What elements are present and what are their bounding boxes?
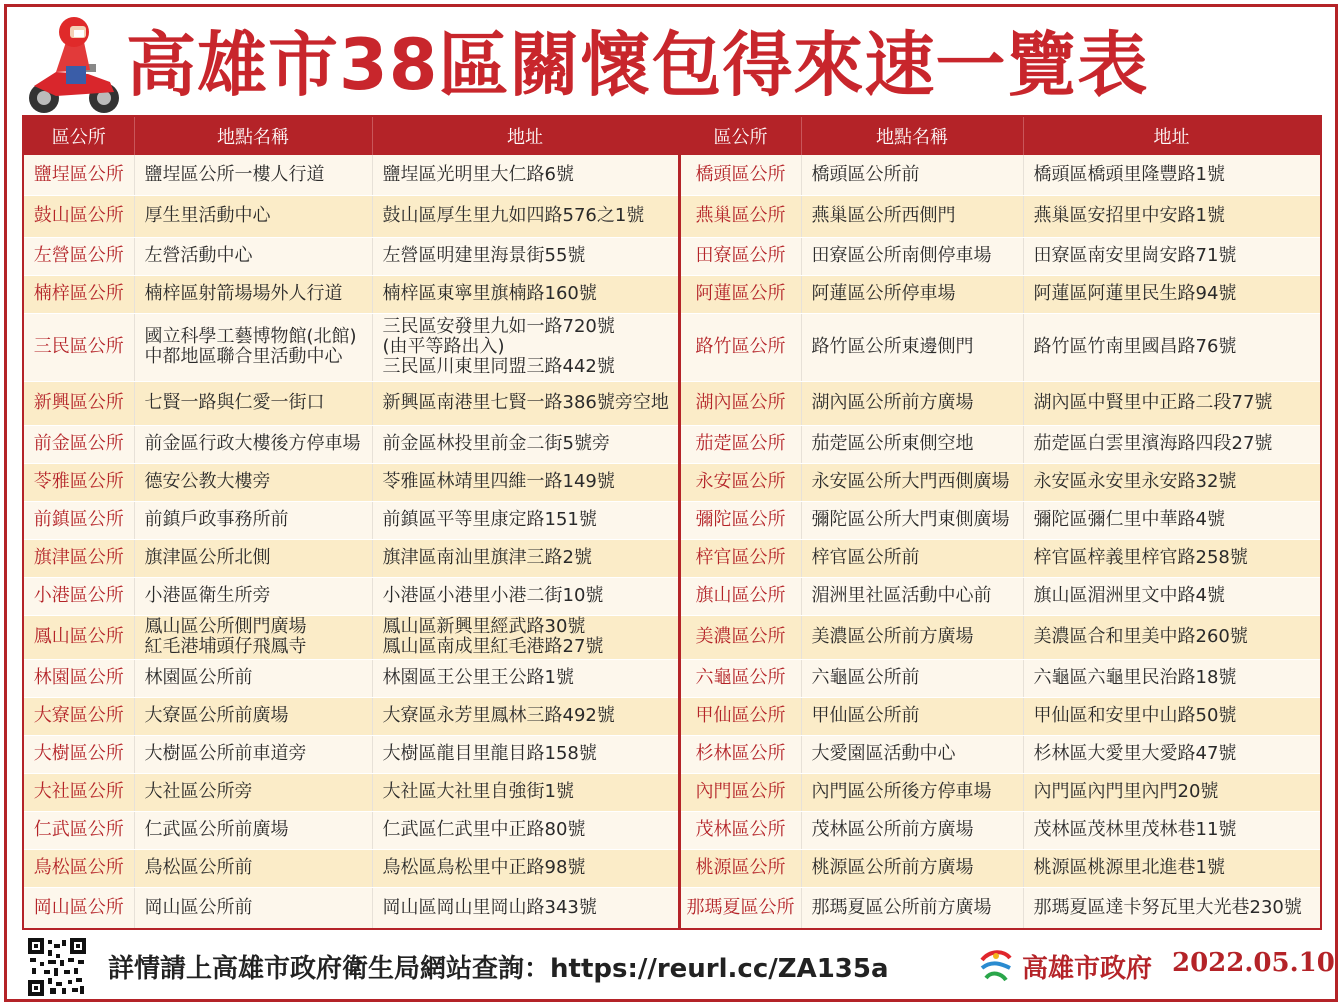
table-row (24, 735, 1320, 773)
right-office-cell: 旗山區公所 (679, 577, 801, 615)
right-office-cell: 茄萣區公所 (679, 425, 801, 463)
left-address-cell: 鹽埕區光明里大仁路6號 (372, 155, 679, 195)
header-address: 地址 (372, 117, 679, 155)
left-place-cell: 大社區公所旁 (134, 773, 372, 811)
left-place-cell: 左營活動中心 (134, 237, 372, 275)
right-address-cell: 路竹區竹南里國昌路76號 (1023, 313, 1320, 381)
right-office-cell: 甲仙區公所 (679, 697, 801, 735)
left-place-cell: 國立科學工藝博物館(北館) 中都地區聯合里活動中心 (134, 313, 372, 381)
left-address-cell: 三民區安發里九如一路720號 (由平等路出入) 三民區川東里同盟三路442號 (372, 313, 679, 381)
right-office-cell: 茂林區公所 (679, 811, 801, 849)
right-place-cell: 燕巢區公所西側門 (801, 195, 1023, 237)
header-place: 地點名稱 (801, 117, 1023, 155)
left-address-cell: 林園區王公里王公路1號 (372, 659, 679, 697)
left-office-cell: 岡山區公所 (24, 887, 134, 929)
left-office-cell: 大社區公所 (24, 773, 134, 811)
left-address-cell: 仁武區仁武里中正路80號 (372, 811, 679, 849)
left-address-cell: 鳳山區新興里經武路30號 鳳山區南成里紅毛港路27號 (372, 615, 679, 659)
left-office-cell: 仁武區公所 (24, 811, 134, 849)
right-place-cell: 永安區公所大門西側廣場 (801, 463, 1023, 501)
header-office: 區公所 (679, 117, 801, 155)
page-title: 高雄市38區關懷包得來速一覽表 (126, 24, 1149, 106)
left-place-cell: 厚生里活動中心 (134, 195, 372, 237)
motorcycle-delivery-rider-icon (26, 12, 122, 120)
left-place-cell: 大樹區公所前車道旁 (134, 735, 372, 773)
right-address-cell: 旗山區湄洲里文中路4號 (1023, 577, 1320, 615)
left-office-cell: 旗津區公所 (24, 539, 134, 577)
left-place-cell: 大寮區公所前廣場 (134, 697, 372, 735)
left-address-cell: 小港區小港里小港二街10號 (372, 577, 679, 615)
org-name: 高雄市政府 (1022, 954, 1153, 984)
footer (0, 934, 1338, 1000)
right-place-cell: 六龜區公所前 (801, 659, 1023, 697)
left-address-cell: 前金區林投里前金二街5號旁 (372, 425, 679, 463)
right-place-cell: 阿蓮區公所停車場 (801, 275, 1023, 313)
table-row (24, 425, 1320, 463)
right-office-cell: 路竹區公所 (679, 313, 801, 381)
left-place-cell: 林園區公所前 (134, 659, 372, 697)
right-address-cell: 彌陀區彌仁里中華路4號 (1023, 501, 1320, 539)
right-office-cell: 田寮區公所 (679, 237, 801, 275)
left-address-cell: 鳥松區鳥松里中正路98號 (372, 849, 679, 887)
left-address-cell: 鼓山區厚生里九如四路576之1號 (372, 195, 679, 237)
table-row (24, 577, 1320, 615)
right-place-cell: 那瑪夏區公所前方廣場 (801, 887, 1023, 929)
left-address-cell: 左營區明建里海景街55號 (372, 237, 679, 275)
table-row (24, 887, 1320, 929)
table-row (24, 501, 1320, 539)
left-office-cell: 前鎮區公所 (24, 501, 134, 539)
table-row (24, 237, 1320, 275)
left-place-cell: 楠梓區射箭場場外人行道 (134, 275, 372, 313)
header-address: 地址 (1023, 117, 1320, 155)
left-address-cell: 前鎮區平等里康定路151號 (372, 501, 679, 539)
right-office-cell: 湖內區公所 (679, 381, 801, 425)
location-table (24, 117, 1321, 930)
left-office-cell: 新興區公所 (24, 381, 134, 425)
right-place-cell: 內門區公所後方停車場 (801, 773, 1023, 811)
table-row (24, 659, 1320, 697)
left-office-cell: 苓雅區公所 (24, 463, 134, 501)
table-row (24, 811, 1320, 849)
right-address-cell: 杉林區大愛里大愛路47號 (1023, 735, 1320, 773)
right-address-cell: 美濃區合和里美中路260號 (1023, 615, 1320, 659)
left-office-cell: 林園區公所 (24, 659, 134, 697)
left-address-cell: 大社區大社里自強街1號 (372, 773, 679, 811)
right-address-cell: 田寮區南安里崗安路71號 (1023, 237, 1320, 275)
table-header-row (24, 117, 1320, 155)
right-place-cell: 橋頭區公所前 (801, 155, 1023, 195)
table-row (24, 773, 1320, 811)
right-address-cell: 那瑪夏區達卡努瓦里大光巷230號 (1023, 887, 1320, 929)
right-place-cell: 甲仙區公所前 (801, 697, 1023, 735)
right-office-cell: 桃源區公所 (679, 849, 801, 887)
left-place-cell: 鳳山區公所側門廣場 紅毛港埔頭仔飛鳳寺 (134, 615, 372, 659)
right-office-cell: 彌陀區公所 (679, 501, 801, 539)
right-office-cell: 那瑪夏區公所 (679, 887, 801, 929)
right-address-cell: 阿蓮區阿蓮里民生路94號 (1023, 275, 1320, 313)
right-office-cell: 阿蓮區公所 (679, 275, 801, 313)
kaohsiung-city-logo-icon (976, 946, 1016, 986)
right-place-cell: 桃源區公所前方廣場 (801, 849, 1023, 887)
right-address-cell: 梓官區梓義里梓官路258號 (1023, 539, 1320, 577)
right-office-cell: 永安區公所 (679, 463, 801, 501)
right-office-cell: 內門區公所 (679, 773, 801, 811)
table-row (24, 313, 1320, 381)
table-row (24, 463, 1320, 501)
header-office: 區公所 (24, 117, 134, 155)
left-office-cell: 楠梓區公所 (24, 275, 134, 313)
table-row (24, 539, 1320, 577)
right-office-cell: 美濃區公所 (679, 615, 801, 659)
table-row (24, 615, 1320, 659)
header-place: 地點名稱 (134, 117, 372, 155)
right-address-cell: 茂林區茂林里茂林巷11號 (1023, 811, 1320, 849)
right-address-cell: 永安區永安里永安路32號 (1023, 463, 1320, 501)
left-office-cell: 前金區公所 (24, 425, 134, 463)
left-office-cell: 左營區公所 (24, 237, 134, 275)
table-row (24, 697, 1320, 735)
left-place-cell: 前金區行政大樓後方停車場 (134, 425, 372, 463)
left-office-cell: 大樹區公所 (24, 735, 134, 773)
left-place-cell: 旗津區公所北側 (134, 539, 372, 577)
right-place-cell: 茄萣區公所東側空地 (801, 425, 1023, 463)
left-address-cell: 大樹區龍目里龍目路158號 (372, 735, 679, 773)
left-address-cell: 新興區南港里七賢一路386號旁空地 (372, 381, 679, 425)
left-address-cell: 苓雅區林靖里四維一路149號 (372, 463, 679, 501)
left-office-cell: 大寮區公所 (24, 697, 134, 735)
right-address-cell: 內門區內門里內門20號 (1023, 773, 1320, 811)
right-place-cell: 梓官區公所前 (801, 539, 1023, 577)
left-address-cell: 楠梓區東寧里旗楠路160號 (372, 275, 679, 313)
left-office-cell: 小港區公所 (24, 577, 134, 615)
right-address-cell: 茄萣區白雲里濱海路四段27號 (1023, 425, 1320, 463)
table-row (24, 381, 1320, 425)
left-place-cell: 仁武區公所前廣場 (134, 811, 372, 849)
left-office-cell: 鹽埕區公所 (24, 155, 134, 195)
right-office-cell: 杉林區公所 (679, 735, 801, 773)
table-body (24, 155, 1320, 929)
left-office-cell: 鳳山區公所 (24, 615, 134, 659)
left-office-cell: 三民區公所 (24, 313, 134, 381)
right-place-cell: 湖內區公所前方廣場 (801, 381, 1023, 425)
right-address-cell: 橋頭區橋頭里隆豐路1號 (1023, 155, 1320, 195)
right-office-cell: 梓官區公所 (679, 539, 801, 577)
table-row (24, 155, 1320, 195)
right-address-cell: 桃源區桃源里北進巷1號 (1023, 849, 1320, 887)
location-table-container (22, 115, 1322, 930)
right-office-cell: 橋頭區公所 (679, 155, 801, 195)
left-office-cell: 鳥松區公所 (24, 849, 134, 887)
left-address-cell: 旗津區南汕里旗津三路2號 (372, 539, 679, 577)
right-place-cell: 湄洲里社區活動中心前 (801, 577, 1023, 615)
table-row (24, 195, 1320, 237)
left-place-cell: 前鎮戶政事務所前 (134, 501, 372, 539)
right-office-cell: 燕巢區公所 (679, 195, 801, 237)
left-place-cell: 鹽埕區公所一樓人行道 (134, 155, 372, 195)
right-office-cell: 六龜區公所 (679, 659, 801, 697)
right-place-cell: 茂林區公所前方廣場 (801, 811, 1023, 849)
left-place-cell: 小港區衛生所旁 (134, 577, 372, 615)
left-place-cell: 七賢一路與仁愛一街口 (134, 381, 372, 425)
right-place-cell: 美濃區公所前方廣場 (801, 615, 1023, 659)
table-row (24, 275, 1320, 313)
qr-code-icon[interactable] (28, 938, 86, 996)
right-place-cell: 路竹區公所東邊側門 (801, 313, 1023, 381)
left-address-cell: 岡山區岡山里岡山路343號 (372, 887, 679, 929)
right-address-cell: 湖內區中賢里中正路二段77號 (1023, 381, 1320, 425)
table-row (24, 849, 1320, 887)
right-address-cell: 燕巢區安招里中安路1號 (1023, 195, 1320, 237)
left-place-cell: 岡山區公所前 (134, 887, 372, 929)
right-address-cell: 甲仙區和安里中山路50號 (1023, 697, 1320, 735)
right-place-cell: 彌陀區公所大門東側廣場 (801, 501, 1023, 539)
left-office-cell: 鼓山區公所 (24, 195, 134, 237)
right-address-cell: 六龜區六龜里民治路18號 (1023, 659, 1320, 697)
info-text: 詳情請上高雄市政府衛生局網站查詢：https://reurl.cc/ZA135a (108, 954, 889, 984)
right-place-cell: 大愛園區活動中心 (801, 735, 1023, 773)
left-place-cell: 德安公教大樓旁 (134, 463, 372, 501)
left-place-cell: 鳥松區公所前 (134, 849, 372, 887)
publish-date: 2022.05.10 (1172, 948, 1335, 978)
right-place-cell: 田寮區公所南側停車場 (801, 237, 1023, 275)
left-address-cell: 大寮區永芳里鳳林三路492號 (372, 697, 679, 735)
